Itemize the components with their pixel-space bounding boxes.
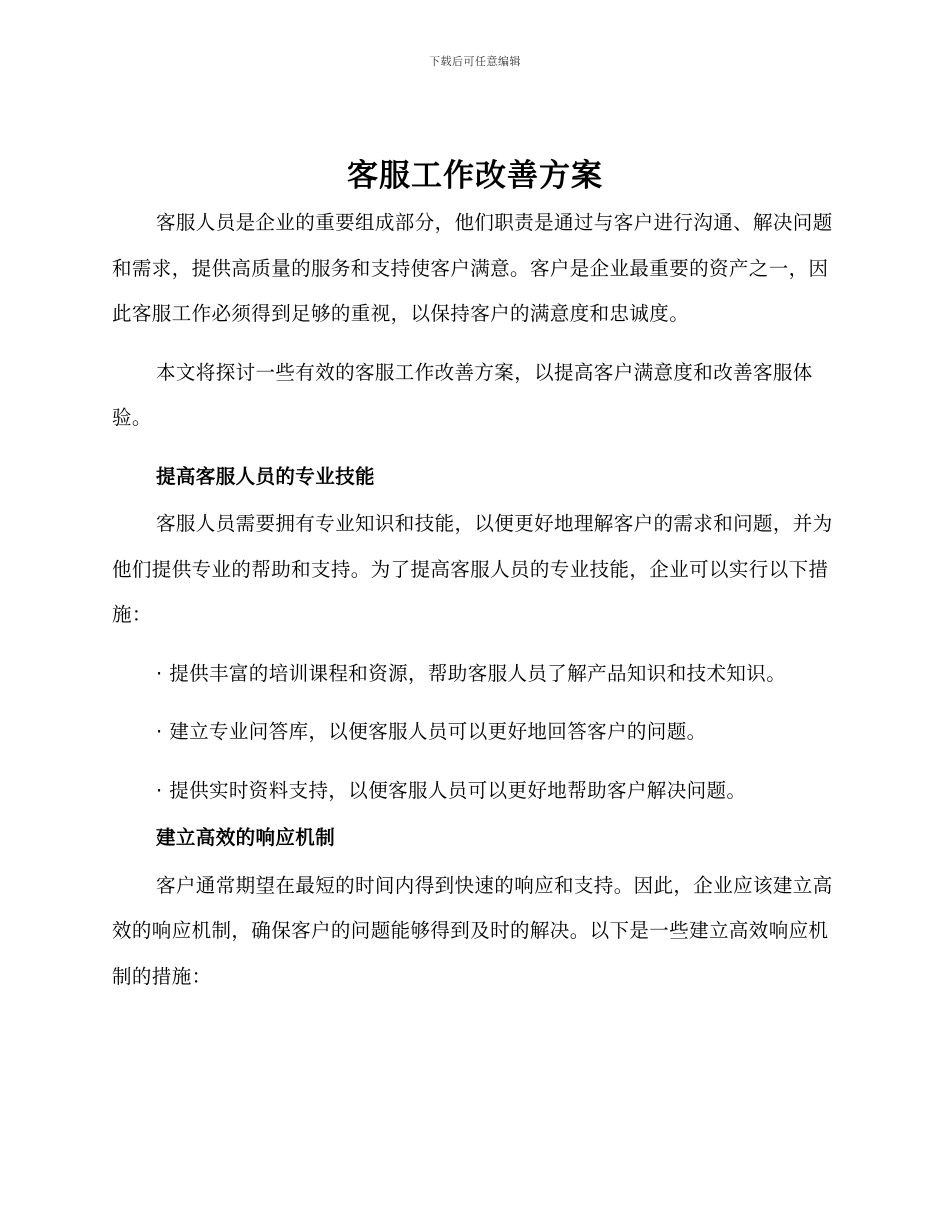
section-2-paragraph: 客户通常期望在最短的时间内得到快速的响应和支持。因此，企业应该建立高效的响应机制，确保客户的问题能够得到及时的解决。以下是一些建立高效响应机制的措施：: [112, 873, 833, 988]
document-title: 客服工作改善方案: [347, 158, 603, 194]
header-note: 下载后可任意编辑: [429, 55, 521, 68]
section-1-heading: 提高客服人员的专业技能: [156, 464, 375, 488]
document-body: [112, 200, 834, 999]
bullet-item: · 建立专业问答库，以便客服人员可以更好地回答客户的问题。: [156, 720, 707, 743]
section-2-heading: 建立高效的响应机制: [156, 826, 336, 849]
section-1-paragraph: 客服人员需要拥有专业知识和技能，以便更好地理解客户的需求和问题，并为他们提供专业的帮助和支持。为了提高客服人员的专业技能，企业可以实行以下措施：: [112, 512, 833, 626]
intro-paragraph-2: 本文将探讨一些有效的客服工作改善方案，以提高客户满意度和改善客服体验。: [112, 360, 813, 429]
bullet-item: · 提供丰富的培训课程和资源，帮助客服人员了解产品知识和技术知识。: [156, 661, 787, 685]
intro-paragraph-1: 客服人员是企业的重要组成部分，他们职责是通过与客户进行沟通、解决问题和需求，提供高质量的服务和支持使客户满意。客户是企业最重要的资产之一，因此客服工作必须得到足够的重视，以保持客户的满意度和忠诚度。: [112, 211, 833, 325]
bullet-item: · 提供实时资料支持，以便客服人员可以更好地帮助客户解决问题。: [156, 778, 747, 802]
